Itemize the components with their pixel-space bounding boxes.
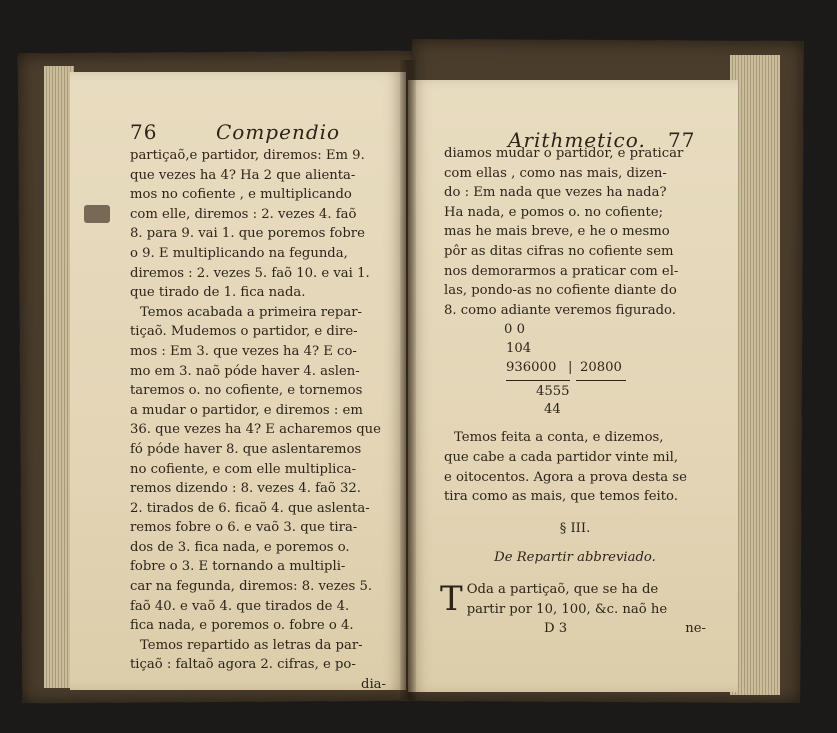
text-line: 8. como adiante veremos figurado. xyxy=(444,302,676,318)
text-line: diamos mudar o partidor, e praticar xyxy=(444,146,684,161)
text-line: Temos repartido as letras da par- xyxy=(140,637,363,653)
book-gutter xyxy=(400,60,416,700)
text-line: remos dizendo : 8. vezes 4. faõ 32. xyxy=(130,481,361,497)
text-line: Oda a partiçaõ, que se ha de xyxy=(466,581,659,597)
text-line: Ha nada, e pomos o. no cofiente; xyxy=(444,204,664,220)
catchword: dia- xyxy=(361,677,386,690)
text-line: 2. tirados de 6. ficaõ 4. que aslenta- xyxy=(130,500,370,516)
text-line: no cofiente, e com elle multiplica- xyxy=(130,461,357,477)
left-page xyxy=(70,72,406,690)
figure-row: 104 xyxy=(506,341,532,357)
text-line: mos no cofiente , e multiplicando xyxy=(130,187,352,203)
figure-separator: | xyxy=(568,360,573,376)
text-line: partir por 10, 100, &c. naõ he xyxy=(466,601,668,617)
text-line: fó póde haver 8. que aslentaremos xyxy=(130,441,362,457)
text-line: partiçaõ,e partidor, diremos: Em 9. xyxy=(130,148,365,163)
right-page-number: 77 xyxy=(668,128,696,152)
text-line: e oitocentos. Agora a prova desta se xyxy=(444,469,687,485)
text-line: car na fegunda, diremos: 8. vezes 5. xyxy=(130,579,373,595)
paragraph xyxy=(440,578,706,619)
right-header-title: Arithmetico. xyxy=(508,128,646,152)
figure-quotient: 20800 xyxy=(580,360,622,376)
text-line: faõ 40. e vaõ 4. que tirados de 4. xyxy=(130,598,350,614)
text-line: com elle, diremos : 2. vezes 4. faõ xyxy=(130,206,357,222)
text-line: mos : Em 3. que vezes ha 4? E co- xyxy=(130,343,357,359)
text-line: mas he mais breve, e he o mesmo xyxy=(444,224,670,240)
text-line: tira como as mais, que temos feito. xyxy=(444,489,678,505)
figure-row: 44 xyxy=(544,402,561,418)
text-line: com ellas , como nas mais, dizen- xyxy=(444,165,667,181)
left-header-title: Compendio xyxy=(216,120,341,144)
text-line: Temos feita a conta, e dizemos, xyxy=(454,430,664,446)
text-line: 8. para 9. vai 1. que poremos fobre xyxy=(130,226,365,242)
signature-mark: D 3 xyxy=(544,621,568,637)
text-line: Temos acabada a primeira repar- xyxy=(140,304,362,320)
page-footer xyxy=(444,619,706,639)
text-line: que tirado de 1. fica nada. xyxy=(130,285,306,301)
text-line: que cabe a cada partidor vinte mil, xyxy=(444,449,679,465)
text-line: pôr as ditas cifras no cofiente sem xyxy=(444,243,674,259)
text-line: remos fobre o 6. e vaõ 3. que tira- xyxy=(130,520,358,536)
text-line: fica nada, e poremos o. fobre o 4. xyxy=(130,618,354,634)
text-line: nos demorarmos a praticar com el- xyxy=(444,263,679,279)
figure-dividend: 936000 xyxy=(506,360,557,376)
text-line: taremos o. no cofiente, e tornemos xyxy=(130,383,363,399)
figure-row: 0 0 xyxy=(504,322,525,338)
text-line: a mudar o partidor, e diremos : em xyxy=(130,402,363,418)
text-line: diremos : 2. vezes 5. faõ 10. e vai 1. xyxy=(130,265,370,281)
text-line: mo em 3. naõ póde haver 4. aslen- xyxy=(130,363,360,379)
left-page-number: 76 xyxy=(130,120,158,144)
section-heading: § III. xyxy=(559,520,591,536)
text-line: dos de 3. fica nada, e poremos o. xyxy=(130,539,350,555)
ink-blot xyxy=(84,205,110,223)
text-line: 36. que vezes ha 4? E acharemos que xyxy=(130,422,381,438)
text-line: tiçaõ. Mudemos o partidor, e dire- xyxy=(130,324,358,340)
subheading: De Repartir abbreviado. xyxy=(494,550,656,566)
text-line: o 9. E multiplicando na fegunda, xyxy=(130,245,348,261)
division-figure xyxy=(444,320,706,418)
left-page-body xyxy=(130,146,386,690)
text-line: fobre o 3. E tornando a multipli- xyxy=(130,559,346,575)
text-line: las, pondo-as no cofiente diante do xyxy=(444,283,677,299)
text-line: tiçaõ : faltaõ agora 2. cifras, e po- xyxy=(130,657,356,673)
figure-rule xyxy=(506,380,570,381)
figure-row: 4555 xyxy=(536,384,570,400)
text-line: do : Em nada que vezes ha nada? xyxy=(444,185,667,201)
drop-cap: T xyxy=(440,578,463,619)
right-page-body xyxy=(440,144,706,639)
right-page xyxy=(408,80,738,692)
catchword: ne- xyxy=(685,621,706,637)
text-line: que vezes ha 4? Ha 2 que alienta- xyxy=(130,167,356,183)
figure-rule xyxy=(576,380,626,381)
